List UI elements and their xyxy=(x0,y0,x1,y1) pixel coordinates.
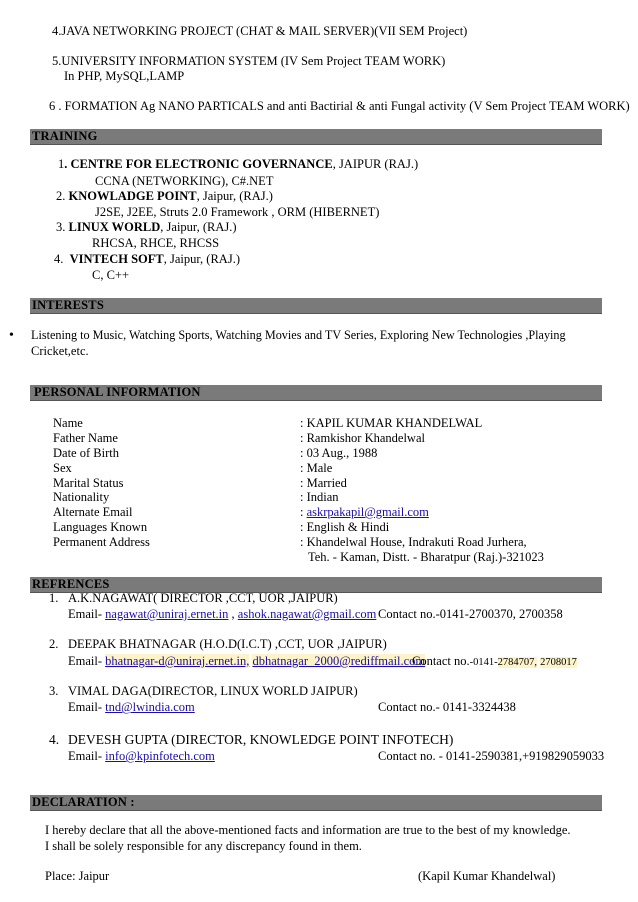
value-marital-status: : Married xyxy=(300,476,347,490)
reference-4-email-link[interactable]: info@kpinfotech.com xyxy=(105,749,215,763)
reference-1-email-link-1[interactable]: nagawat@uniraj.ernet.in xyxy=(105,607,229,621)
label-name: Name xyxy=(53,416,83,430)
training-item-4: 4. VINTECH SOFT, Jaipur, (RAJ.) xyxy=(54,252,240,266)
reference-2-number: 2. xyxy=(49,637,59,651)
reference-3-email: Email- tnd@lwindia.com xyxy=(68,700,195,714)
training-item-1-detail: CCNA (NETWORKING), C#.NET xyxy=(95,174,274,188)
value-name: : KAPIL KUMAR KHANDELWAL xyxy=(300,416,483,430)
interests-line1: Listening to Music, Watching Sports, Watching Movies and TV Series, Exploring New Technologies ,Playing xyxy=(31,328,566,342)
declaration-header xyxy=(30,795,602,811)
alternate-email-link[interactable]: askrpakapil@gmail.com xyxy=(306,505,429,519)
training-item-2-detail: J2SE, J2EE, Struts 2.0 Framework , ORM (HIBERNET) xyxy=(95,205,380,219)
personal-info-header xyxy=(30,385,602,401)
label-dob: Date of Birth xyxy=(53,446,119,460)
value-father-name: : Ramkishor Khandelwal xyxy=(300,431,425,445)
training-item-2: 2. KNOWLADGE POINT, Jaipur, (RAJ.) xyxy=(56,189,273,203)
reference-4-contact: Contact no. - 0141-2590381,+919829059033 xyxy=(378,749,605,763)
reference-1-contact: Contact no.-0141-2700370, 2700358 xyxy=(378,607,563,621)
project-6: 6 . FORMATION Ag NANO PARTICALS and anti Bactirial & anti Fungal activity (V Sem Project TEAM WORK) xyxy=(49,99,630,113)
declaration-place: Place: Jaipur xyxy=(45,869,110,883)
training-title: TRAINING xyxy=(32,129,98,143)
reference-1-email-link-2[interactable]: ashok.nagawat@gmail.com xyxy=(237,607,377,621)
value-dob: : 03 Aug., 1988 xyxy=(300,446,378,460)
interests-header xyxy=(30,298,602,314)
interests-title: INTERESTS xyxy=(32,298,104,312)
reference-4-number: 4. xyxy=(49,732,60,747)
training-item-4-detail: C, C++ xyxy=(92,268,130,282)
label-alternate-email: Alternate Email xyxy=(53,505,133,519)
project-5: 5.UNIVERSITY INFORMATION SYSTEM (IV Sem Project TEAM WORK) xyxy=(52,54,446,68)
training-item-1: 1. CENTRE FOR ELECTRONIC GOVERNANCE, JAIPUR (RAJ.) xyxy=(58,157,419,171)
reference-3-email-link[interactable]: tnd@lwindia.com xyxy=(105,700,195,714)
references-title: REFRENCES xyxy=(32,577,110,591)
value-alternate-email: : askrpakapil@gmail.com xyxy=(300,505,429,519)
label-sex: Sex xyxy=(53,461,72,475)
training-item-3-detail: RHCSA, RHCE, RHCSS xyxy=(92,236,220,250)
reference-3-name: VIMAL DAGA(DIRECTOR, LINUX WORLD JAIPUR) xyxy=(68,684,358,698)
reference-1-name: A.K.NAGAWAT( DIRECTOR ,CCT, UOR ,JAIPUR) xyxy=(68,591,338,605)
reference-1-email: Email- nagawat@uniraj.ernet.in , ashok.nagawat@gmail.com xyxy=(68,607,377,621)
label-nationality: Nationality xyxy=(53,490,110,504)
declaration-signature: (Kapil Kumar Khandelwal) xyxy=(418,869,556,883)
training-header xyxy=(30,129,602,145)
reference-2-email-link-1[interactable]: bhatnagar-d@uniraj.ernet.in, xyxy=(105,654,250,668)
interests-bullet: • xyxy=(9,328,14,343)
value-languages: : English & Hindi xyxy=(300,520,390,534)
value-permanent-address: : Khandelwal House, Indrakuti Road Jurhera, xyxy=(300,535,527,549)
personal-info-title: PERSONAL INFORMATION xyxy=(34,385,201,399)
declaration-title: DECLARATION : xyxy=(32,795,135,809)
reference-3-contact: Contact no.- 0141-3324438 xyxy=(378,700,516,714)
reference-4-name: DEVESH GUPTA (DIRECTOR, KNOWLEDGE POINT INFOTECH) xyxy=(68,732,454,747)
value-permanent-address-2: Teh. - Kaman, Distt. - Bharatpur (Raj.)-321023 xyxy=(308,550,544,564)
label-father-name: Father Name xyxy=(53,431,118,445)
reference-2-name: DEEPAK BHATNAGAR (H.O.D(I.C.T) ,CCT, UOR ,JAIPUR) xyxy=(68,637,387,651)
reference-2-email-link-2[interactable]: dbhatnagar_2000@rediffmail.com xyxy=(252,654,426,668)
value-sex: : Male xyxy=(300,461,333,475)
reference-3-number: 3. xyxy=(49,684,59,698)
reference-2-email: Email- bhatnagar-d@uniraj.ernet.in, dbhatnagar_2000@rediffmail.com xyxy=(68,654,426,668)
declaration-line-2: I shall be solely responsible for any discrepancy found in them. xyxy=(45,839,362,853)
label-permanent-address: Permanent Address xyxy=(53,535,150,549)
value-nationality: : Indian xyxy=(300,490,339,504)
project-5-tech: In PHP, MySQL,LAMP xyxy=(64,69,185,83)
label-marital-status: Marital Status xyxy=(53,476,124,490)
label-languages: Languages Known xyxy=(53,520,148,534)
reference-2-contact: Contact no.-0141-2784707, 2708017 xyxy=(412,654,577,668)
interests-line2: Cricket,etc. xyxy=(31,344,89,358)
reference-4-email: Email- info@kpinfotech.com xyxy=(68,749,215,763)
project-4: 4.JAVA NETWORKING PROJECT (CHAT & MAIL SERVER)(VII SEM Project) xyxy=(52,24,468,38)
training-item-3: 3. LINUX WORLD, Jaipur, (RAJ.) xyxy=(56,220,237,234)
declaration-line-1: I hereby declare that all the above-mentioned facts and information are true to the best of my knowledge. xyxy=(45,823,571,837)
reference-1-number: 1. xyxy=(49,591,59,605)
